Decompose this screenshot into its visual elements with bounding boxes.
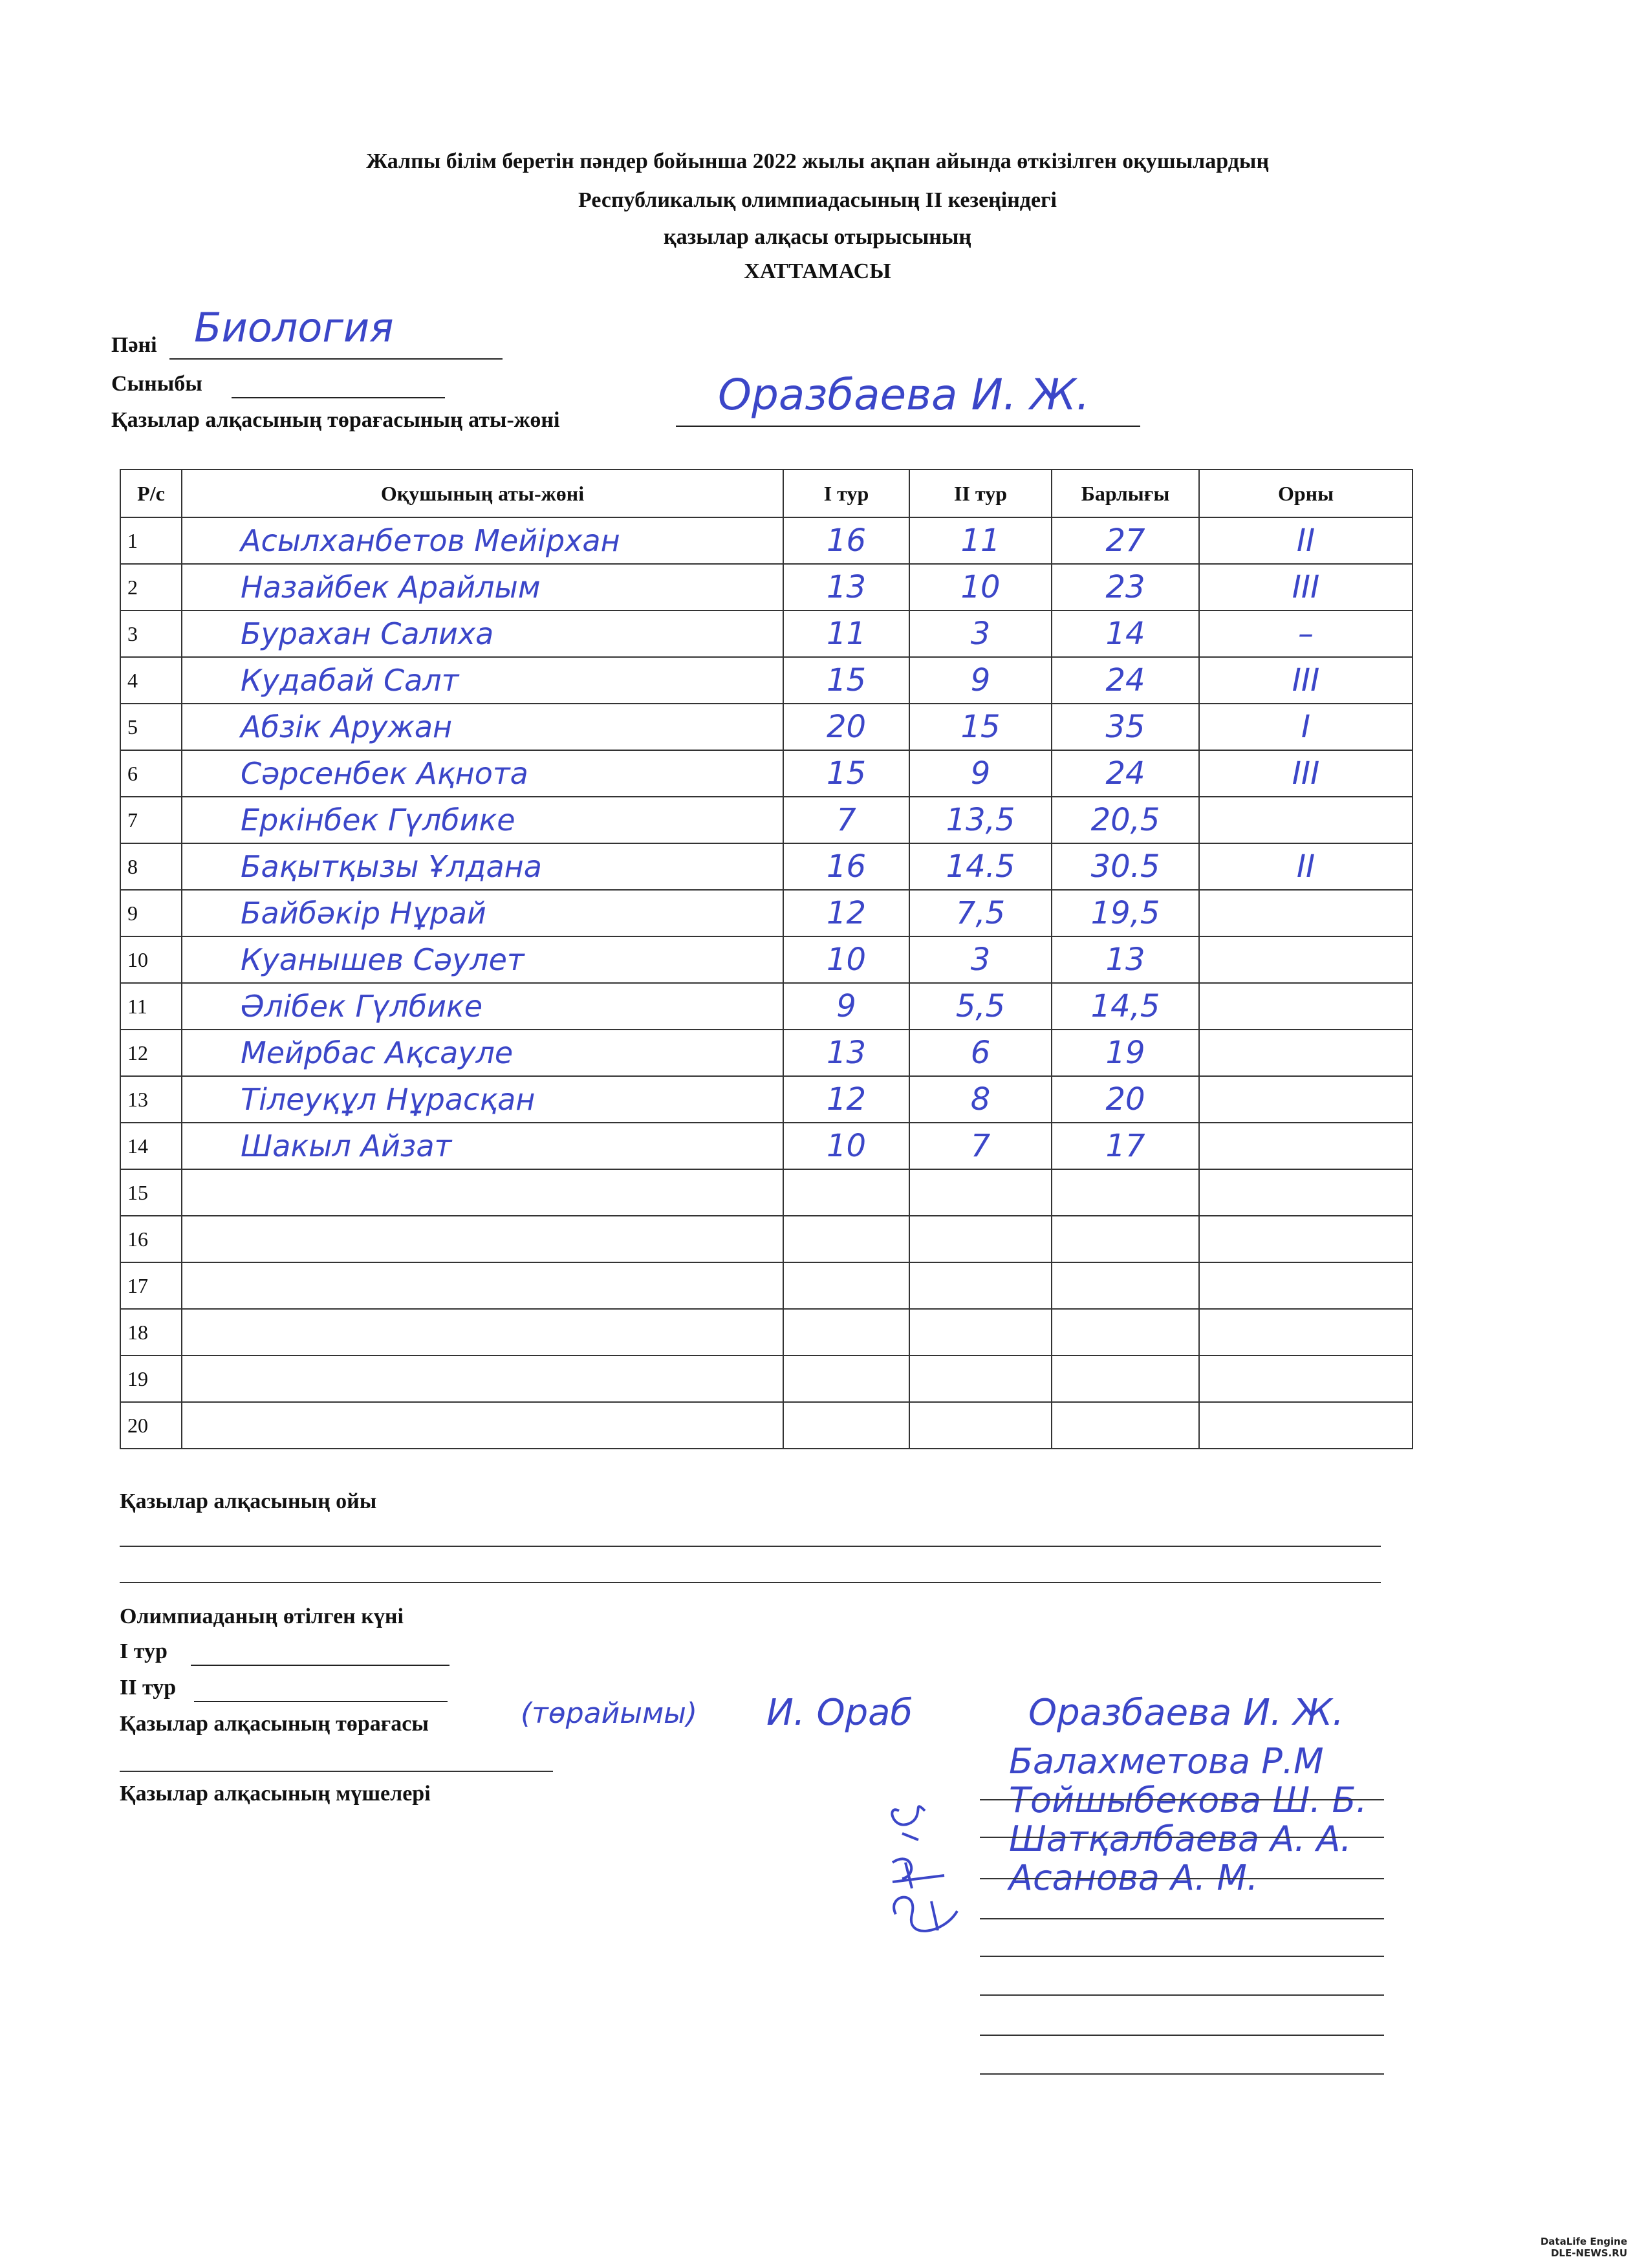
chair-signature: И. Ораб (766, 1692, 913, 1734)
row-number-cell: 6 (120, 750, 182, 797)
round2-score-cell (909, 1262, 1052, 1309)
table-row (120, 1216, 1413, 1262)
member-2-name: Тойшыбекова Ш. Б. (1009, 1780, 1367, 1820)
round1-score-cell: 15 (783, 750, 909, 797)
total-score-cell: 19,5 (1052, 890, 1199, 936)
place-cell (1199, 1123, 1413, 1169)
row-number-cell: 10 (120, 936, 182, 983)
place-cell (1199, 890, 1413, 936)
round1-score-cell: 7 (783, 797, 909, 843)
total-score-cell: 27 (1052, 517, 1199, 564)
student-name-cell: Бурахан Салиха (182, 610, 783, 657)
chair-value: Оразбаева И. Ж. (718, 370, 1090, 420)
table-body (120, 517, 1413, 1449)
subject-value: Биология (194, 304, 394, 351)
chair-sign-label: Қазылар алқасының төрағасы (120, 1712, 429, 1736)
place-cell (1199, 1262, 1413, 1309)
table-row (120, 1309, 1413, 1355)
student-name-cell: Шакыл Айзат (182, 1123, 783, 1169)
place-cell (1199, 1309, 1413, 1355)
round1-score-cell: 12 (783, 1076, 909, 1123)
row-number-cell: 11 (120, 983, 182, 1030)
place-cell (1199, 1216, 1413, 1262)
table-row (120, 843, 1413, 890)
student-name-cell: Абзік Аружан (182, 704, 783, 750)
student-name-cell: Мейрбас Ақсауле (182, 1030, 783, 1076)
round1-score-cell: 10 (783, 1123, 909, 1169)
row-number-cell: 19 (120, 1355, 182, 1402)
opinion-line-2 (120, 1582, 1381, 1583)
total-score-cell: 24 (1052, 657, 1199, 704)
round1-field (191, 1636, 449, 1666)
table-row (120, 704, 1413, 750)
place-cell: ІІІ (1199, 657, 1413, 704)
date-label: Олимпиаданың өтілген күні (120, 1604, 404, 1628)
row-number-cell: 16 (120, 1216, 182, 1262)
members-label: Қазылар алқасының мүшелері (120, 1782, 431, 1806)
place-cell (1199, 1030, 1413, 1076)
table-row (120, 936, 1413, 983)
round1-score-cell: 13 (783, 1030, 909, 1076)
place-cell: ІІІ (1199, 750, 1413, 797)
round1-score-cell: 16 (783, 843, 909, 890)
member-initial-signatures (873, 1785, 977, 1934)
place-cell: І (1199, 704, 1413, 750)
round2-score-cell: 10 (909, 564, 1052, 610)
total-score-cell (1052, 1169, 1199, 1216)
row-number-cell: 15 (120, 1169, 182, 1216)
col-header-round2: ІІ тур (909, 470, 1052, 517)
student-name-cell (182, 1309, 783, 1355)
student-name-cell: Сәрсенбек Ақнота (182, 750, 783, 797)
total-score-cell: 19 (1052, 1030, 1199, 1076)
member-line-3 (980, 1878, 1384, 1879)
row-number-cell: 12 (120, 1030, 182, 1076)
member-4-name: Асанова А. М. (1009, 1857, 1259, 1898)
place-cell: – (1199, 610, 1413, 657)
total-score-cell (1052, 1309, 1199, 1355)
row-number-cell: 9 (120, 890, 182, 936)
round1-score-cell (783, 1309, 909, 1355)
col-header-round1: І тур (783, 470, 909, 517)
member-line-6 (980, 1994, 1384, 1996)
student-name-cell: Байбәкір Нұрай (182, 890, 783, 936)
round1-score-cell (783, 1355, 909, 1402)
student-name-cell (182, 1355, 783, 1402)
table-row (120, 1123, 1413, 1169)
round1-score-cell: 12 (783, 890, 909, 936)
place-cell (1199, 1169, 1413, 1216)
row-number-cell: 4 (120, 657, 182, 704)
results-table (120, 469, 1413, 1449)
round1-label: І тур (120, 1639, 168, 1663)
round2-score-cell: 6 (909, 1030, 1052, 1076)
student-name-cell: Назайбек Арайлым (182, 564, 783, 610)
place-cell: ІІІ (1199, 564, 1413, 610)
class-label: Сыныбы (111, 372, 202, 396)
round1-score-cell: 20 (783, 704, 909, 750)
round2-score-cell: 7 (909, 1123, 1052, 1169)
student-name-cell (182, 1402, 783, 1449)
round2-score-cell (909, 1309, 1052, 1355)
table-row (120, 750, 1413, 797)
place-cell (1199, 1355, 1413, 1402)
student-name-cell: Бақытқызы Ұлдана (182, 843, 783, 890)
table-row (120, 564, 1413, 610)
place-cell: ІІ (1199, 843, 1413, 890)
round1-score-cell (783, 1262, 909, 1309)
row-number-cell: 17 (120, 1262, 182, 1309)
round1-score-cell: 10 (783, 936, 909, 983)
row-number-cell: 7 (120, 797, 182, 843)
round2-score-cell: 5,5 (909, 983, 1052, 1030)
student-name-cell: Әлібек Гүлбике (182, 983, 783, 1030)
round2-score-cell (909, 1216, 1052, 1262)
total-score-cell: 17 (1052, 1123, 1199, 1169)
table-row (120, 797, 1413, 843)
round2-score-cell: 9 (909, 750, 1052, 797)
total-score-cell (1052, 1355, 1199, 1402)
col-header-place: Орны (1199, 470, 1413, 517)
total-score-cell: 24 (1052, 750, 1199, 797)
table-row (120, 1076, 1413, 1123)
round1-score-cell: 11 (783, 610, 909, 657)
table-row (120, 1169, 1413, 1216)
chair-sign-line (120, 1771, 553, 1772)
student-name-cell (182, 1216, 783, 1262)
table-row (120, 517, 1413, 564)
opinion-label: Қазылар алқасының ойы (120, 1489, 377, 1513)
total-score-cell: 35 (1052, 704, 1199, 750)
student-name-cell (182, 1262, 783, 1309)
table-row (120, 1030, 1413, 1076)
member-line-7 (980, 2035, 1384, 2036)
member-line-8 (980, 2073, 1384, 2075)
table-row (120, 610, 1413, 657)
row-number-cell: 3 (120, 610, 182, 657)
total-score-cell: 13 (1052, 936, 1199, 983)
row-number-cell: 20 (120, 1402, 182, 1449)
row-number-cell: 2 (120, 564, 182, 610)
round2-score-cell: 15 (909, 704, 1052, 750)
total-score-cell: 30.5 (1052, 843, 1199, 890)
total-score-cell: 14,5 (1052, 983, 1199, 1030)
member-1-name: Балахметова Р.М (1009, 1741, 1324, 1782)
place-cell: ІІ (1199, 517, 1413, 564)
total-score-cell (1052, 1216, 1199, 1262)
doc-title-line-2: Республикалық олимпиадасының ІІ кезеңіндегі (578, 188, 1057, 212)
student-name-cell (182, 1169, 783, 1216)
place-cell (1199, 983, 1413, 1030)
chair-sign-note: (төрайымы) (521, 1697, 698, 1730)
table-row (120, 1355, 1413, 1402)
member-line-4 (980, 1918, 1384, 1919)
class-field (232, 369, 445, 398)
row-number-cell: 14 (120, 1123, 182, 1169)
total-score-cell: 23 (1052, 564, 1199, 610)
total-score-cell (1052, 1262, 1199, 1309)
subject-label: Пәні (111, 333, 157, 357)
round1-score-cell: 15 (783, 657, 909, 704)
round2-score-cell: 8 (909, 1076, 1052, 1123)
round2-score-cell (909, 1169, 1052, 1216)
col-header-name: Оқушының аты-жөні (182, 470, 783, 517)
round1-score-cell (783, 1216, 909, 1262)
round1-score-cell: 16 (783, 517, 909, 564)
round2-score-cell (909, 1402, 1052, 1449)
table-row (120, 983, 1413, 1030)
round2-score-cell: 13,5 (909, 797, 1052, 843)
member-line-5 (980, 1956, 1384, 1957)
student-name-cell: Куанышев Сәулет (182, 936, 783, 983)
student-name-cell: Тілеуқұл Нұрасқан (182, 1076, 783, 1123)
row-number-cell: 18 (120, 1309, 182, 1355)
opinion-line-1 (120, 1546, 1381, 1547)
table-header-row (120, 470, 1413, 517)
round2-score-cell: 14.5 (909, 843, 1052, 890)
total-score-cell (1052, 1402, 1199, 1449)
round2-score-cell: 3 (909, 610, 1052, 657)
footer-watermark (1541, 2236, 1627, 2259)
table-row (120, 657, 1413, 704)
place-cell (1199, 936, 1413, 983)
table-row (120, 1402, 1413, 1449)
row-number-cell: 1 (120, 517, 182, 564)
round1-score-cell: 9 (783, 983, 909, 1030)
round2-score-cell: 3 (909, 936, 1052, 983)
place-cell (1199, 1402, 1413, 1449)
footer-line-2: DLE-NEWS.RU (1550, 2247, 1627, 2259)
total-score-cell: 14 (1052, 610, 1199, 657)
round2-score-cell: 11 (909, 517, 1052, 564)
footer-line-1: DataLife Engine (1540, 2236, 1627, 2247)
col-header-number: Р/с (120, 470, 182, 517)
place-cell (1199, 797, 1413, 843)
table-row (120, 890, 1413, 936)
member-line-1 (980, 1799, 1384, 1800)
chair-name-handwritten: Оразбаева И. Ж. (1028, 1692, 1344, 1734)
chair-label: Қазылар алқасының төрағасының аты-жөні (111, 408, 560, 432)
member-3-name: Шатқалбаева А. А. (1009, 1819, 1352, 1859)
member-line-2 (980, 1837, 1384, 1838)
round2-field (194, 1672, 448, 1702)
place-cell (1199, 1076, 1413, 1123)
col-header-total: Барлығы (1052, 470, 1199, 517)
round1-score-cell (783, 1169, 909, 1216)
row-number-cell: 5 (120, 704, 182, 750)
table-row (120, 1262, 1413, 1309)
round1-score-cell: 13 (783, 564, 909, 610)
row-number-cell: 13 (120, 1076, 182, 1123)
round2-score-cell (909, 1355, 1052, 1402)
round1-score-cell (783, 1402, 909, 1449)
doc-title-line-3: қазылар алқасы отырысының (664, 225, 971, 249)
doc-title-line-1: Жалпы білім беретін пәндер бойынша 2022 жылы ақпан айында өткізілген оқушылардың (365, 149, 1270, 173)
row-number-cell: 8 (120, 843, 182, 890)
student-name-cell: Асылханбетов Мейірхан (182, 517, 783, 564)
total-score-cell: 20,5 (1052, 797, 1199, 843)
total-score-cell: 20 (1052, 1076, 1199, 1123)
student-name-cell: Еркінбек Гүлбике (182, 797, 783, 843)
student-name-cell: Кудабай Салт (182, 657, 783, 704)
doc-title-line-4: ХАТТАМАСЫ (744, 259, 891, 283)
round2-label: ІІ тур (120, 1676, 177, 1700)
round2-score-cell: 9 (909, 657, 1052, 704)
round2-score-cell: 7,5 (909, 890, 1052, 936)
